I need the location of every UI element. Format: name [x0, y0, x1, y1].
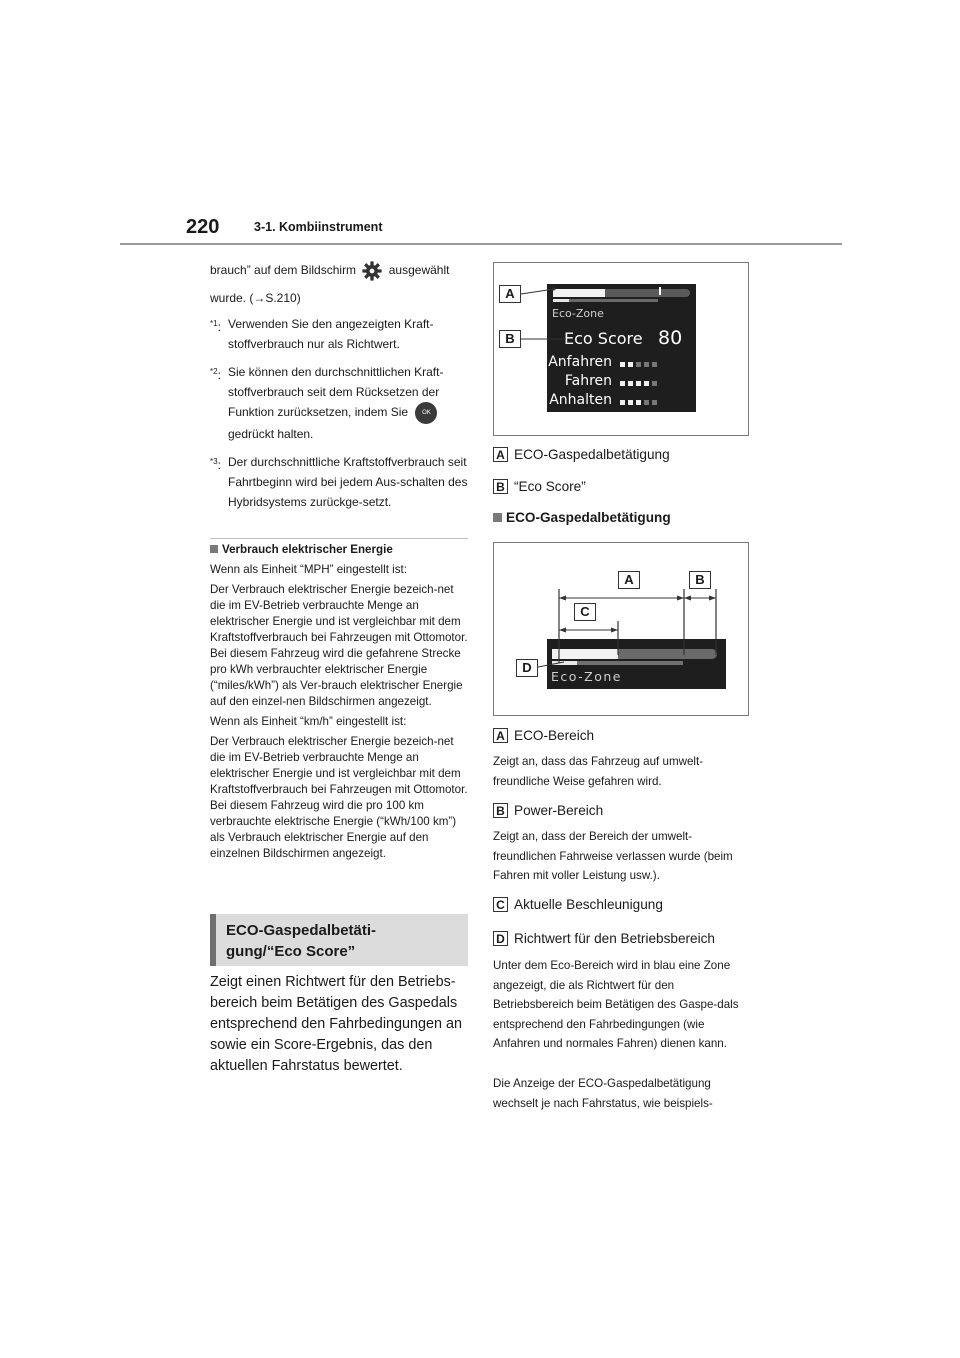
intro-line: [210, 260, 470, 282]
chapter-title: 3-1. Kombiinstrument: [254, 220, 383, 234]
section-paragraph: Wenn als Einheit “MPH” eingestellt ist:: [210, 563, 407, 576]
section-rule: [210, 538, 468, 539]
callout-label-d: D: [516, 659, 538, 677]
page-number: 220: [186, 216, 220, 238]
ok-button-icon: OK: [415, 402, 437, 424]
gear-icon: [361, 260, 383, 282]
dimension-lines: [494, 543, 750, 717]
electric-energy-section: [210, 542, 468, 866]
header-rule: [120, 243, 842, 245]
eco-score-figure: [493, 262, 749, 436]
closing-paragraph-1: Unter dem Eco-Bereich wird in blau eine Zone angezeigt, die als Richtwert für den Betriebsbereich beim Betätigen des Gaspe-dals entsprechend den Fahrbedingungen (wie Anfahren und normales Fahren) dienen kann.: [493, 959, 739, 1050]
legend-badge: A: [493, 447, 508, 462]
legend-item-d: [493, 931, 715, 946]
footnote-2: [210, 362, 470, 444]
legend-badge: C: [493, 897, 508, 912]
eco-zone-label: Eco-Zone: [552, 307, 604, 320]
footnote-text-pre: Sie können den durchschnittlichen Kraft-stoffverbrauch seit dem Rücksetzen der Funktion zurücksetzen, indem Sie: [228, 365, 444, 420]
legend-text: ECO-Gaspedalbetätigung: [514, 447, 670, 462]
bullet-square-icon: [210, 545, 218, 553]
score-row-label: Anhalten: [549, 392, 612, 408]
callout-label-b: B: [499, 330, 521, 348]
eco-heading-box: [210, 914, 468, 966]
footnote-3: [210, 452, 470, 512]
footnote-text-post: gedrückt halten.: [228, 427, 314, 441]
intro-line-2: wurde. (→S.210): [210, 291, 301, 305]
closing-paragraph-2: Die Anzeige der ECO-Gaspedalbetätigung wechselt je nach Fahrstatus, wie beispiels-: [493, 1077, 713, 1110]
legend-item-b: [493, 803, 603, 818]
section-paragraph: Wenn als Einheit “km/h” eingestellt ist:: [210, 715, 407, 728]
footnote-text: Der durchschnittliche Kraftstoffverbrauch seit Fahrtbeginn wird bei jedem Aus-schalten des Hybridsystems zurückge-setzt.: [228, 455, 468, 509]
legend-badge: A: [493, 728, 508, 743]
heading-line: ECO-Gaspedalbetäti-: [226, 922, 377, 939]
legend-text: ECO-Bereich: [514, 728, 595, 743]
eco-pedal-figure: [493, 542, 749, 716]
legend-item-a: [493, 728, 594, 743]
legend-text: Power-Bereich: [514, 803, 604, 818]
legend-badge: B: [493, 803, 508, 818]
legend-badge: B: [493, 479, 508, 494]
legend-text: Aktuelle Beschleunigung: [514, 897, 663, 912]
intro-text-pre: brauch” auf dem Bildschirm: [210, 263, 357, 278]
eco-score-label: Eco Score: [564, 329, 643, 348]
callout-label-c: C: [574, 603, 596, 621]
legend-item-a: [493, 447, 670, 462]
score-row-label: Anfahren: [548, 354, 612, 370]
footnote-mark: $^{*3}$:: [210, 457, 221, 472]
legend-text: “Eco Score”: [514, 479, 586, 494]
legend-description: Zeigt an, dass das Fahrzeug auf umwelt-freundliche Weise gefahren wird.: [493, 755, 704, 788]
eco-zone-label: Eco-Zone: [551, 669, 622, 684]
heading-line: gung/“Eco Score”: [226, 943, 356, 960]
callout-label-a: A: [499, 285, 521, 303]
legend-item-b: [493, 479, 586, 494]
intro-text-post: ausgewählt: [388, 263, 450, 278]
legend-text: Richtwert für den Betriebsbereich: [514, 931, 715, 946]
footnote-mark: $^{*2}$:: [210, 367, 221, 382]
footnote-1: [210, 314, 470, 354]
eco-score-value: 80: [658, 327, 683, 349]
callout-label-b: B: [689, 571, 711, 589]
section-paragraph: Der Verbrauch elektrischer Energie bezeich-net die im EV-Betrieb verbrauchte Menge an elektrischer Energie und ist vergleichbar mit dem Kraftstoffverbrauch bei Fahrzeugen mit Ottomotor. Bei diesem Fahrzeug wird die pro 100 km verbrauchte elektrische Energie (“kWh/100 km”) als Verbrauch elektrischer Energie auf den einzelnen Bildschirmen angezeigt.: [210, 735, 468, 860]
legend-description: Zeigt an, dass der Bereich der umwelt-freundlichen Fahrweise verlassen wurde (beim Fahren mit voller Leistung usw.).: [493, 830, 733, 882]
left-column-top: [210, 260, 470, 520]
section-title: Verbrauch elektrischer Energie: [210, 542, 468, 558]
section-paragraph: Der Verbrauch elektrischer Energie bezeich-net die im EV-Betrieb verbrauchte Menge an elektrischer Energie und ist vergleichbar mit dem Kraftstoffverbrauch bei Fahrzeugen mit Ottomotor. Bei diesem Fahrzeug wird die gefahrene Strecke pro kWh verbrauchter elektrischer Energie (“miles/kWh”) als Ver-brauch elektrischer Energie auf den einzel-nen Bildschirmen angezeigt.: [210, 583, 468, 708]
score-row-label: Fahren: [564, 373, 612, 389]
eco-intro-paragraph: Zeigt einen Richtwert für den Betriebs-bereich beim Betätigen des Gaspedals entsprechend den Fahrbedingungen an sowie ein Score-Ergebnis, das den aktuellen Fahrstatus bewertet.: [210, 974, 463, 1074]
sub-heading: ECO-Gaspedalbetätigung: [493, 510, 671, 525]
bullet-square-icon: [493, 513, 502, 522]
legend-badge: D: [493, 931, 508, 946]
footnote-mark: $^{*1}$:: [210, 319, 221, 334]
callout-lines: [494, 263, 750, 437]
legend-item-c: [493, 897, 663, 912]
callout-label-a: A: [618, 571, 640, 589]
footnote-text: [228, 362, 470, 444]
footnote-text: Verwenden Sie den angezeigten Kraft-stoffverbrauch nur als Richtwert.: [228, 317, 434, 351]
